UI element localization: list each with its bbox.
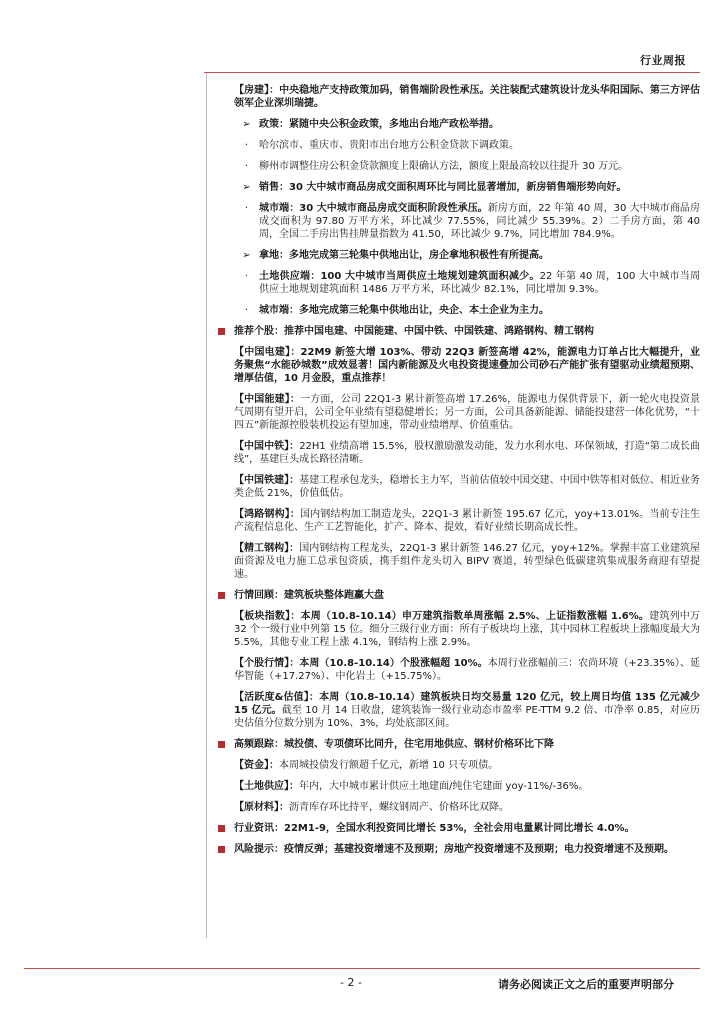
- dot-item: · 柳州市调整住房公积金贷款额度上限确认方法，额度上限最高较以往提升 30 万元。: [209, 160, 700, 173]
- report-body: [209, 84, 700, 864]
- square-bullet-icon: [209, 738, 234, 748]
- footer-rule: [24, 968, 700, 969]
- dot-bullet-icon: ·: [244, 161, 249, 172]
- arrow-bullet-icon: ➢: [242, 250, 251, 261]
- paragraph: 【个股行情】：本周（10.8-10.14）个股涨幅超 10%。本周行业涨幅前三：农尚环境（+23.35%）、延华智能（+17.27%）、中化岩土（+15.75%）。: [234, 658, 700, 682]
- arrow-item: ➢ 销售：30 大中城市商品房成交面积周环比与同比显著增加，新房销售端形势向好。: [209, 181, 700, 194]
- margin-divider: [206, 73, 207, 938]
- paragraph: 【中国能建】：一方面，公司 22Q1-3 累计新签高增 17.26%，能源电力保供背景下，新一轮火电投资景气周期有望开启，公司全年业绩有望稳健增长；另一方面，公司具备新能源、储能投建营一体化优势，“十四五”新能源控股装机投运有望加速，带动业绩增厚、价值重估。: [234, 394, 700, 431]
- arrow-bullet-icon: ➢: [242, 182, 251, 193]
- arrow-item: ➢ 政策：紧随中央公积金政策，多地出台地产政松举措。: [209, 118, 700, 131]
- dot-item: · 城市端：多地完成第三轮集中供地出让，央企、本土企业为主力。: [209, 304, 700, 317]
- dot-item: · 土地供应端：100 大中城市当周供应土地规划建筑面积减少。22 年第 40 周，100 大中城市当周供应土地规划建筑面积 1486 万平方米，环比减少 82.1%，同比增加 9.3%。: [209, 270, 700, 296]
- paragraph: 【资金】：本周城投债发行额超千亿元，新增 10 只专项债。: [234, 760, 499, 771]
- paragraph: 【土地供应】：年内，大中城市累计供应土地建面/纯住宅建面 yoy-11%/-36%。: [234, 781, 589, 792]
- section-heading: 推荐个股：推荐中国电建、中国能建、中国中铁、中国铁建、鸿路钢构、精工钢构: [209, 325, 700, 338]
- paragraph: 【中国铁建】：基建工程承包龙头，稳增长主力军，当前估值较中国交建、中国中铁等相对低位、相近业务类企低 21%，价值低估。: [234, 475, 701, 499]
- dot-item: · 哈尔滨市、重庆市、贵阳市出台地方公积金贷款下调政策。: [209, 139, 700, 152]
- paragraph: 【精工钢构】：国内钢结构工程龙头，22Q1-3 累计新签 146.27 亿元，yoy+12%。掌握丰富工业建筑屋面资源及电力施工总承包资质，携手组件龙头切入 BIPV 赛道，转型绿色低碳建筑集成服务商迎有望提速。: [234, 543, 700, 580]
- square-bullet-icon: [209, 589, 234, 599]
- dot-bullet-icon: ·: [244, 305, 249, 316]
- paragraph: 【板块指数】：本周（10.8-10.14）申万建筑指数单周涨幅 2.5%、上证指数涨幅 1.6%。建筑列中万 32 个一级行业中列第 15 位。细分三级行业方面：所有子板块均上涨，其中园林工程板块上涨幅度最大为 5.5%，其他专业工程上涨 4.1%，钢结构上涨 2.9%。: [234, 611, 700, 648]
- arrow-bullet-icon: ➢: [242, 119, 251, 130]
- page-number: - 2 -: [340, 976, 362, 989]
- paragraph: 【中国中铁】：22H1 业绩高增 15.5%，股权激励激发动能，发力水利水电、环保领域，打造“第二成长曲线”，基建巨头成长路径清晰。: [234, 441, 701, 465]
- dot-bullet-icon: ·: [244, 203, 249, 214]
- paragraph: 【房建】：中央稳地产支持政策加码，销售端阶段性承压。关注装配式建筑设计龙头华阳国际、第三方评估领军企业深圳瑞捷。: [234, 85, 700, 109]
- paragraph: 【活跃度&估值】：本周（10.8-10.14）建筑板块日均交易量 120 亿元，较上周日均值 135 亿元减少 15 亿元。截至 10 月 14 日收盘，建筑装饰一级行业动态市盈率 PE-TTM 9.2 倍、市净率 0.85，对应历史估值分位数分别为 10%、3%，均处底部区间。: [234, 692, 700, 729]
- disclaimer-text: 请务必阅读正文之后的重要声明部分: [498, 978, 674, 991]
- paragraph: 【鸿路钢构】：国内钢结构加工制造龙头，22Q1-3 累计新签 195.67 亿元，yoy+13.01%。当前专注生产流程信息化、生产工艺智能化，扩产、降本、提效，看好业绩长期高成长性。: [234, 509, 700, 533]
- section-heading: 高频跟踪：城投债、专项债环比同升，住宅用地供应、钢材价格环比下降: [209, 738, 700, 751]
- section-heading: 行情回顾：建筑板块整体跑赢大盘: [209, 589, 700, 602]
- paragraph: 【中国电建】：22M9 新签大增 103%、带动 22Q3 新签高增 42%，能源电力订单占比大幅提升，业务聚焦“水能砂城数”成效显著！国内新能源及火电投资提速叠加公司砂石产能扩张有望驱动业绩超预期、增厚估值，10 月金股，重点推荐！: [234, 347, 700, 384]
- square-bullet-icon: [209, 822, 234, 832]
- section-heading: 行业资讯：22M1-9，全国水利投资同比增长 53%，全社会用电量累计同比增长 4.0%。: [209, 822, 700, 835]
- dot-item: · 城市端：30 大中城市商品房成交面积阶段性承压。新房方面，22 年第 40 周，30 大中城市商品房成交面积为 97.80 万平方米，环比减少 77.55%，同比减少 55.39%。2）二手房方面，第 40 周，全国二手房出售挂牌量指数为 41.50，环比减少 9.7%，同比增加 784.9%。: [209, 202, 700, 241]
- paragraph: 【原材料】：沥青库存环比持平，螺纹钢周产、价格环比双降。: [234, 802, 509, 813]
- header-rule: [204, 72, 700, 73]
- dot-bullet-icon: ·: [244, 140, 249, 151]
- dot-bullet-icon: ·: [244, 271, 249, 282]
- report-type-label: 行业周报: [640, 54, 686, 67]
- section-heading: 风险提示：疫情反弹；基建投资增速不及预期；房地产投资增速不及预期；电力投资增速不及预期。: [209, 843, 700, 856]
- square-bullet-icon: [209, 843, 234, 853]
- arrow-item: ➢ 拿地：多地完成第三轮集中供地出让，房企拿地积极性有所提高。: [209, 249, 700, 262]
- square-bullet-icon: [209, 325, 234, 335]
